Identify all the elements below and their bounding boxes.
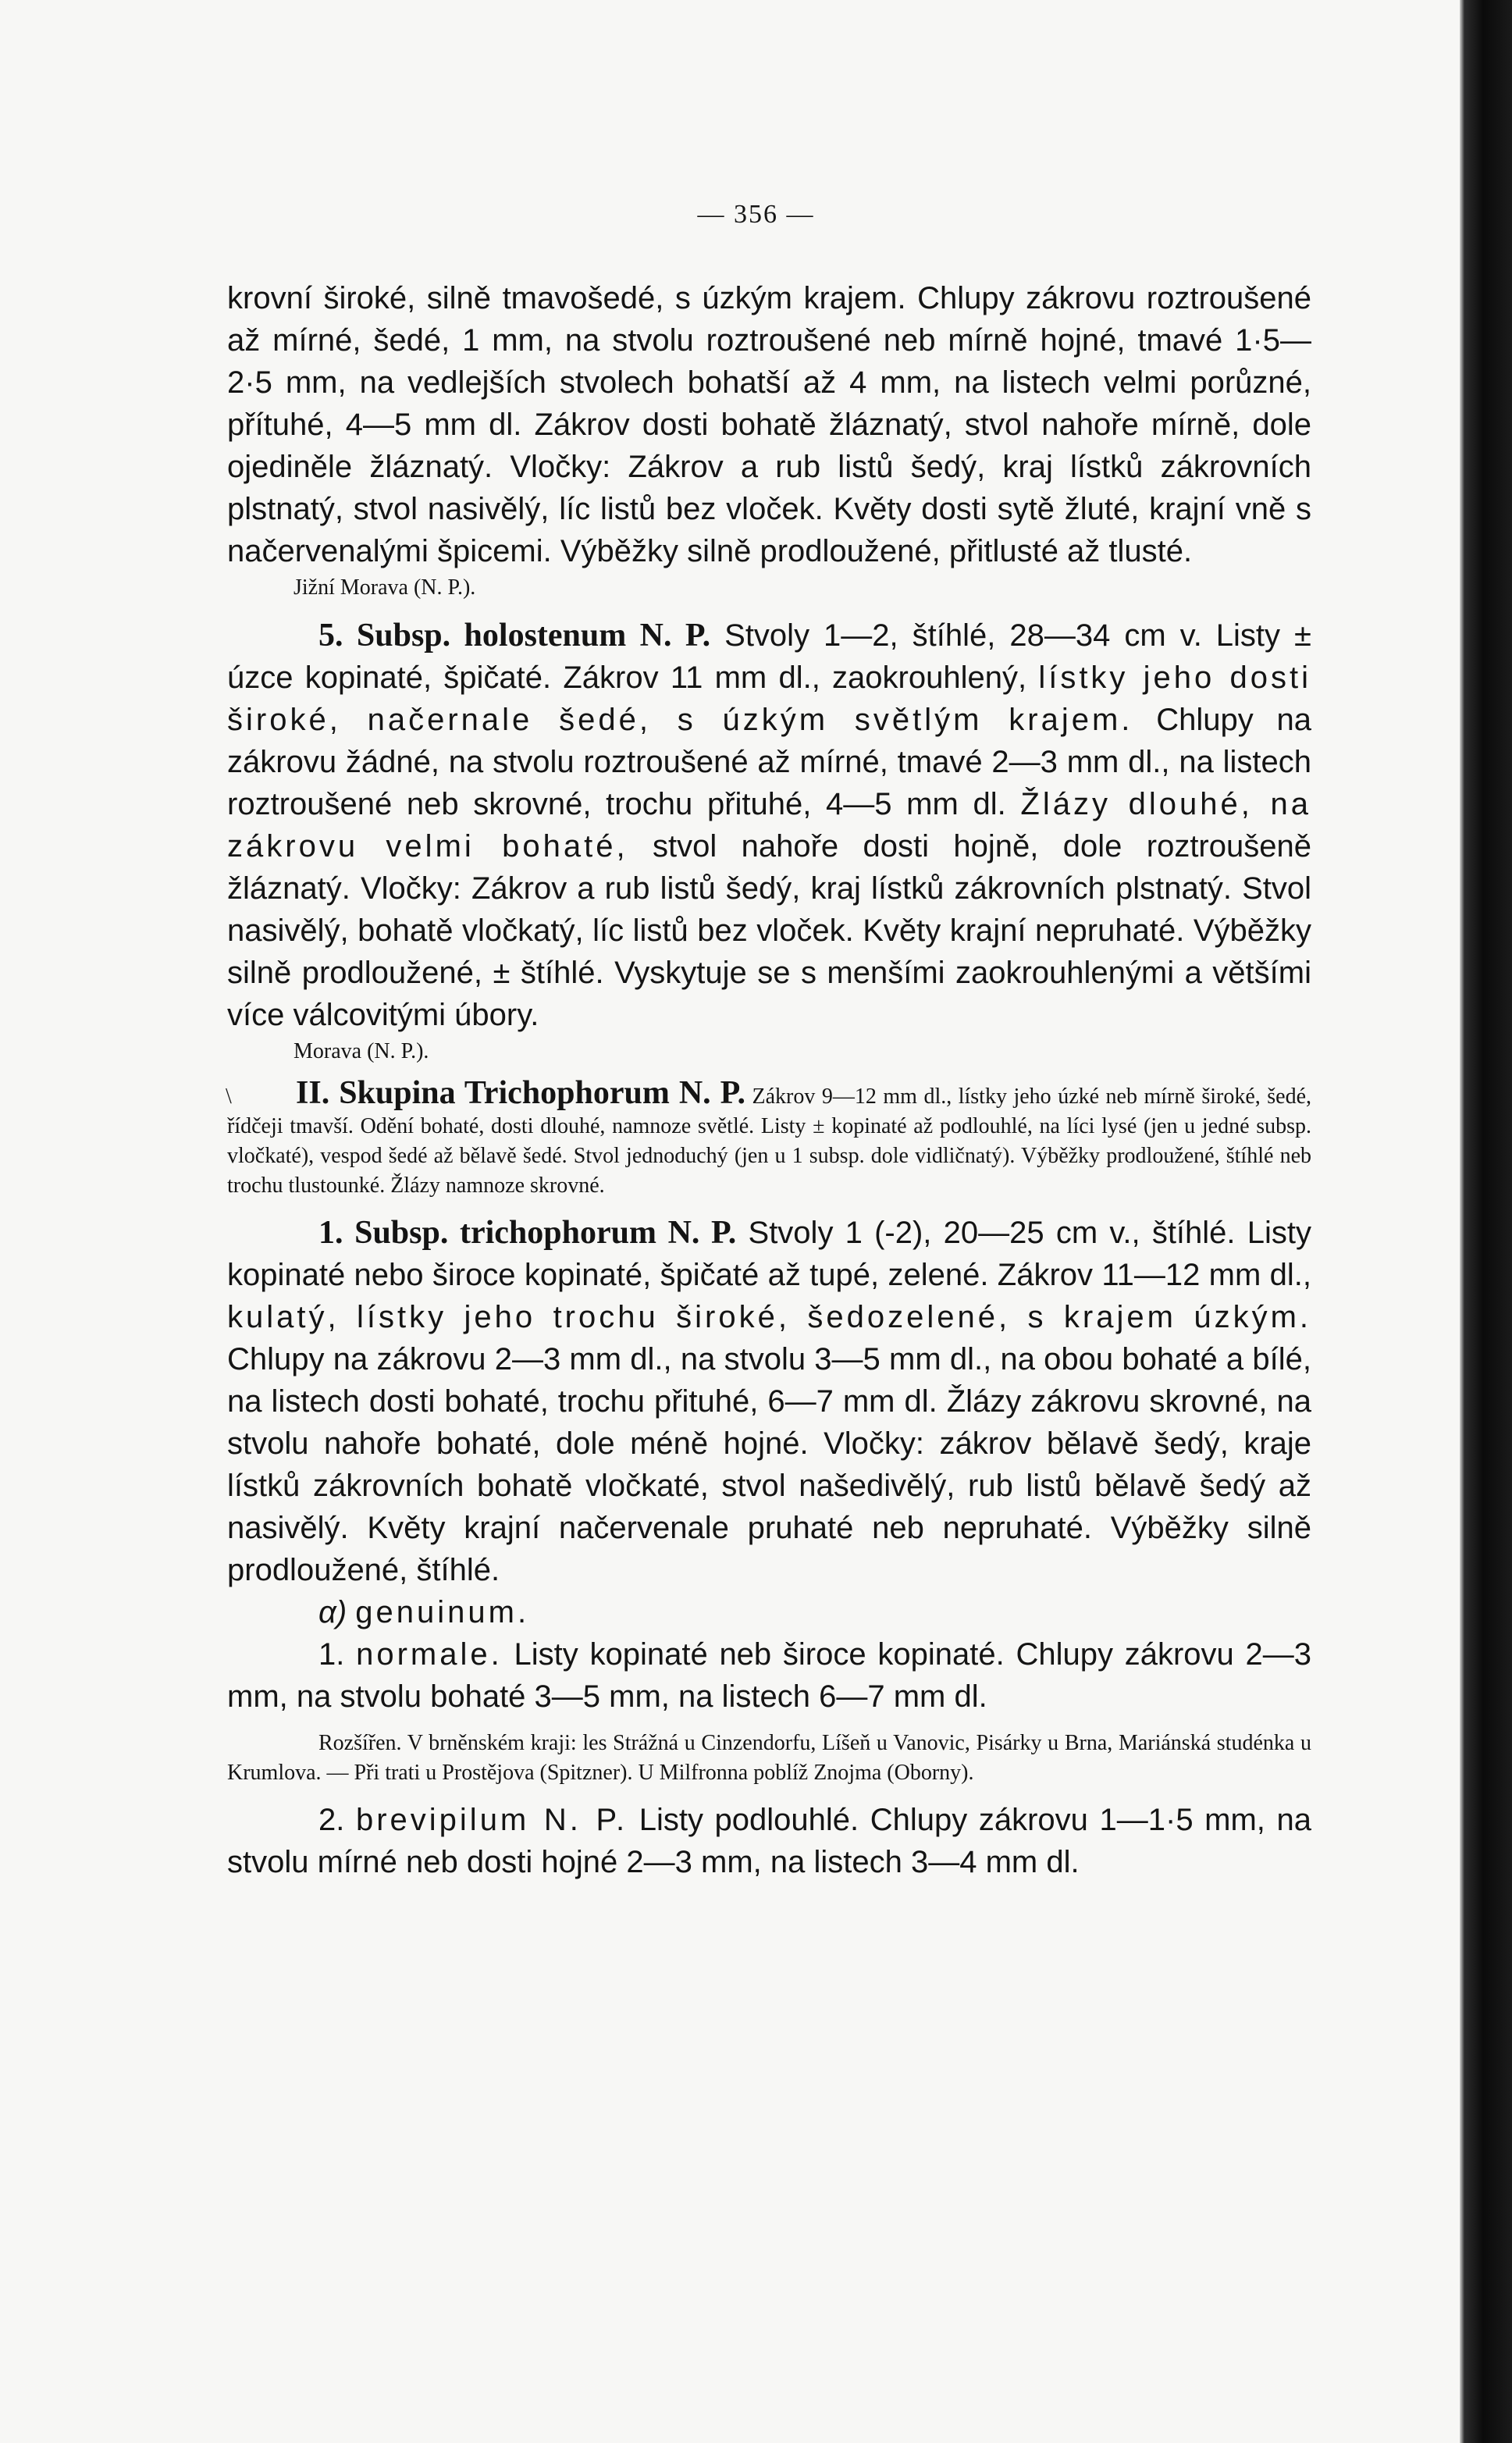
subspecies-5-heading: 5. Subsp. holostenum N. P. <box>318 618 711 653</box>
subspecies-1-heading: 1. Subsp. trichophorum N. P. <box>318 1215 737 1251</box>
variety-alpha-name: genuinum. <box>355 1595 530 1629</box>
subspecies-5-text-c: Chlupy na zákrovu žádné, na stvolu roztroušené až mírné, tmavé 2—3 mm dl., na listech roztroušené neb skrovné, trochu přituhé, 4—5 mm dl. <box>227 703 1311 821</box>
subspecies-1 <box>227 1212 1311 1591</box>
form-brevipilum-label: 2. <box>318 1803 345 1837</box>
form-normale <box>227 1633 1311 1718</box>
variety-alpha-label: α) <box>318 1595 347 1629</box>
form-brevipilum-text: Listy podlouhlé. Chlupy zákrovu 1—1·5 mm, na stvolu mírné neb dosti hojné 2—3 mm, na listech 3—4 mm dl. <box>227 1803 1312 1879</box>
subspecies-5-text-b: lístky jeho dosti široké, načernale šedé, s úzkým světlým krajem. <box>227 661 1311 737</box>
group-heading: II. Skupina Trichophorum N. P. <box>296 1075 745 1111</box>
subspecies-5-text-e: stvol nahoře dosti hojně, dole roztroušeně žláznatý. Vločky: Zákrov a rub listů šedý, kraj lístků zákrovních plstnatý. Stvol nasivělý, bohatě vločkatý, líc listů bez vloček. Květy krajní nepruhaté. Výběžky silně prodloužené, ± štíhlé. Vyskytuje se s menšími zaokrouhlenými a většími více válcovitými úbory. <box>227 829 1311 1032</box>
margin-mark: \ <box>226 1084 232 1109</box>
page-body <box>227 277 1311 1883</box>
page-number: — 356 — <box>697 200 815 229</box>
form-normale-text: Listy kopinaté neb široce kopinaté. Chlupy zákrovu 2—3 mm, na stvolu bohaté 3—5 mm, na listech 6—7 mm dl. <box>227 1637 1311 1714</box>
scan-edge-shadow <box>1460 0 1512 2443</box>
subspecies-1-text-c: Chlupy na zákrovu 2—3 mm dl., na stvolu 3—5 mm dl., na obou bohaté a bílé, na listech dosti bohaté, trochu přituhé, 6—7 mm dl. Žlázy zákrovu skrovné, na stvolu nahoře bohaté, dole méně hojné. Vločky: zákrov bělavě šedý, kraje lístků zákrovních bohatě vločkaté, stvol našedivělý, rub listů bělavě šedý až nasivělý. Květy krajní načervenale pruhaté neb nepruhaté. Výběžky silně prodloužené, štíhlé. <box>227 1342 1311 1587</box>
subspecies-1-text-b: kulatý, lístky jeho trochu široké, šedozelené, s krajem úzkým. <box>227 1300 1311 1334</box>
form-normale-label: 1. <box>318 1637 345 1672</box>
form-brevipilum <box>227 1799 1311 1883</box>
subspecies-5-text-a: Stvoly 1—2, štíhlé, 28—34 cm v. Listy ± úzce kopinaté, špičaté. Zákrov 11 mm dl., zaokrouhlený, <box>227 618 1311 695</box>
paragraph-continuation: krovní široké, silně tmavošedé, s úzkým krajem. Chlupy zákrovu roztroušené až mírné, šedé, 1 mm, na stvolu roztroušené neb mírně hojné, tmavé 1·5—2·5 mm, na vedlejších stvolech bohatší až 4 mm, na listech velmi porůzné, přítuhé, 4—5 mm dl. Zákrov dosti bohatě žláznatý, stvol nahoře mírně, dole ojediněle žláznatý. Vločky: Zákrov a rub listů šedý, kraj lístků zákrovních plstnatý, stvol nasivělý, líc listů bez vloček. Květy dosti sytě žluté, krajní vně s načervenalými špicemi. Výběžky silně prodloužené, přitlusté až tlusté. <box>227 281 1311 568</box>
variety-alpha <box>227 1591 1311 1633</box>
group-description: Zákrov 9—12 mm dl., lístky jeho úzké neb mírně široké, šedé, řídčeji tmavší. Odění bohaté, dosti dlouhé, namnoze světlé. Listy ± kopinaté až podlouhlé, na líci lysé (jen u jedné subsp. vločkaté), vespod šedé až bělavě šedé. Stvol jednoduchý (jen u 1 subsp. dole vidličnatý). Výběžky prodloužené, štíhlé neb trochu tlustounké. Žlázy namnoze skrovné. <box>227 1084 1312 1198</box>
distribution-note: Rozšířen. V brněnském kraji: les Strážná u Cinzendorfu, Líšeň u Vanovic, Pisárky u Brna, Mariánská studénka u Krumlova. — Při trati u Prostějova (Spitzner). U Milfronna poblíž Znojma (Oborny). <box>227 1731 1311 1785</box>
locality-note: Morava (N. P.). <box>294 1039 429 1063</box>
form-normale-name: normale. <box>356 1637 503 1672</box>
subspecies-5 <box>227 614 1311 1036</box>
subspecies-5-text-d: Žlázy dlouhé, na zákrovu velmi bohaté, <box>227 787 1312 864</box>
group-trichophorum <box>226 1075 1312 1201</box>
form-brevipilum-name: brevipilum N. P. <box>355 1803 628 1837</box>
locality-note: Jižní Morava (N. P.). <box>294 575 476 600</box>
subspecies-1-text-a: Stvoly 1 (-2), 20—25 cm v., štíhlé. Listy kopinaté nebo široce kopinaté, špičaté až tupé, zelené. Zákrov 11—12 mm dl., <box>227 1216 1311 1292</box>
